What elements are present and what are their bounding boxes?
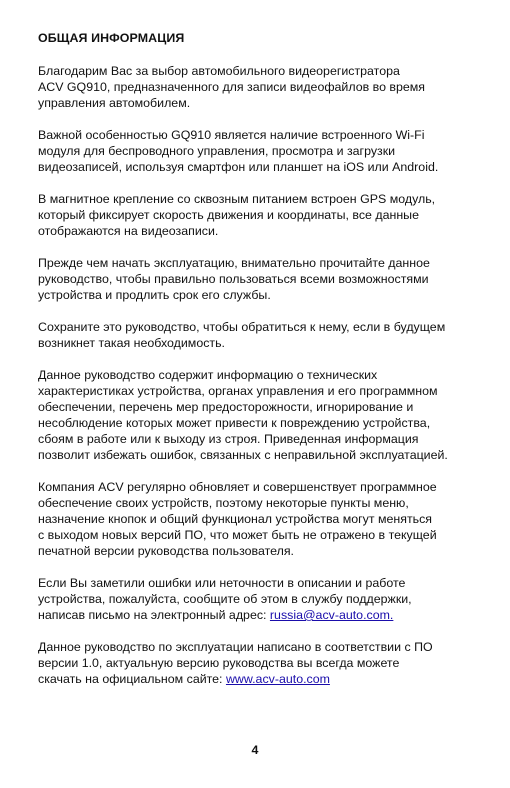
section-heading: ОБЩАЯ ИНФОРМАЦИЯ [38, 31, 185, 45]
text-line: Сохраните это руководство, чтобы обратиться к нему, если в будущем [38, 320, 446, 334]
text-line-prefix: скачать на официальном сайте: [38, 672, 226, 686]
text-line: возникнет такая необходимость. [38, 336, 225, 350]
text-line: видеозаписей, используя смартфон или планшет на iOS или Android. [38, 160, 439, 174]
text-line: с выходом новых версий ПО, что может быть не отражено в текущей [38, 528, 437, 542]
text-line: характеристиках устройства, органах управления и его программном [38, 384, 438, 398]
page-number: 4 [251, 743, 259, 757]
text-line: устройства и продлить срок его службы. [38, 288, 271, 302]
text-line-with-link [38, 671, 496, 687]
paragraph-thanks [38, 63, 496, 111]
text-line: Компания ACV регулярно обновляет и совершенствует программное [38, 480, 437, 494]
text-line: обеспечении, перечень мер предосторожности, игнорирование и [38, 400, 414, 414]
text-line: отображаются на видеозаписи. [38, 224, 219, 238]
paragraph-wifi [38, 127, 496, 175]
text-line: версии 1.0, актуальную версию руководства вы всегда можете [38, 656, 400, 670]
paragraph-updates [38, 479, 496, 559]
text-line: позволит избежать ошибок, связанных с неправильной эксплуатацией. [38, 448, 448, 462]
text-line: Важной особенностью GQ910 является наличие встроенного Wi-Fi [38, 128, 425, 142]
document-page [38, 30, 496, 703]
text-line: управления автомобилем. [38, 96, 191, 110]
text-line: ACV GQ910, предназначенного для записи видеофайлов во время [38, 80, 425, 94]
paragraph-version [38, 639, 496, 687]
text-line: В магнитное крепление со сквозным питанием встроен GPS модуль, [38, 192, 436, 206]
text-line: руководство, чтобы правильно пользоваться всеми возможностями [38, 272, 429, 286]
text-line: Благодарим Вас за выбор автомобильного видеорегистратора [38, 64, 400, 78]
text-line: Данное руководство по эксплуатации написано в соответствии с ПО [38, 640, 433, 654]
text-line: обеспечение своих устройств, поэтому некоторые пункты меню, [38, 496, 409, 510]
text-line: устройства, пожалуйста, сообщите об этом в службу поддержки, [38, 592, 412, 606]
text-line: Данное руководство содержит информацию о технических [38, 368, 378, 382]
text-line: несоблюдение которых может привести к повреждению устройства, [38, 416, 431, 430]
text-line-with-link [38, 607, 496, 623]
text-line: Если Вы заметили ошибки или неточности в описании и работе [38, 576, 406, 590]
text-line-prefix: написав письмо на электронный адрес: [38, 608, 270, 622]
paragraph-gps [38, 191, 496, 239]
text-line: назначение кнопок и общий функционал устройства могут меняться [38, 512, 432, 526]
paragraph-manual-contents [38, 367, 496, 463]
website-link[interactable]: www.acv-auto.com [225, 672, 330, 686]
text-line: печатной версии руководства пользователя. [38, 544, 294, 558]
paragraph-keep-manual [38, 319, 496, 351]
text-line: модуля для беспроводного управления, просмотра и загрузки [38, 144, 396, 158]
text-line: сбоям в работе или к выходу из строя. Приведенная информация [38, 432, 419, 446]
text-line: который фиксирует скорость движения и координаты, все данные [38, 208, 419, 222]
text-line: Прежде чем начать эксплуатацию, внимательно прочитайте данное [38, 256, 430, 270]
paragraph-read-manual [38, 255, 496, 303]
paragraph-support [38, 575, 496, 623]
support-email-link[interactable]: russia@acv-auto.com. [269, 608, 394, 622]
